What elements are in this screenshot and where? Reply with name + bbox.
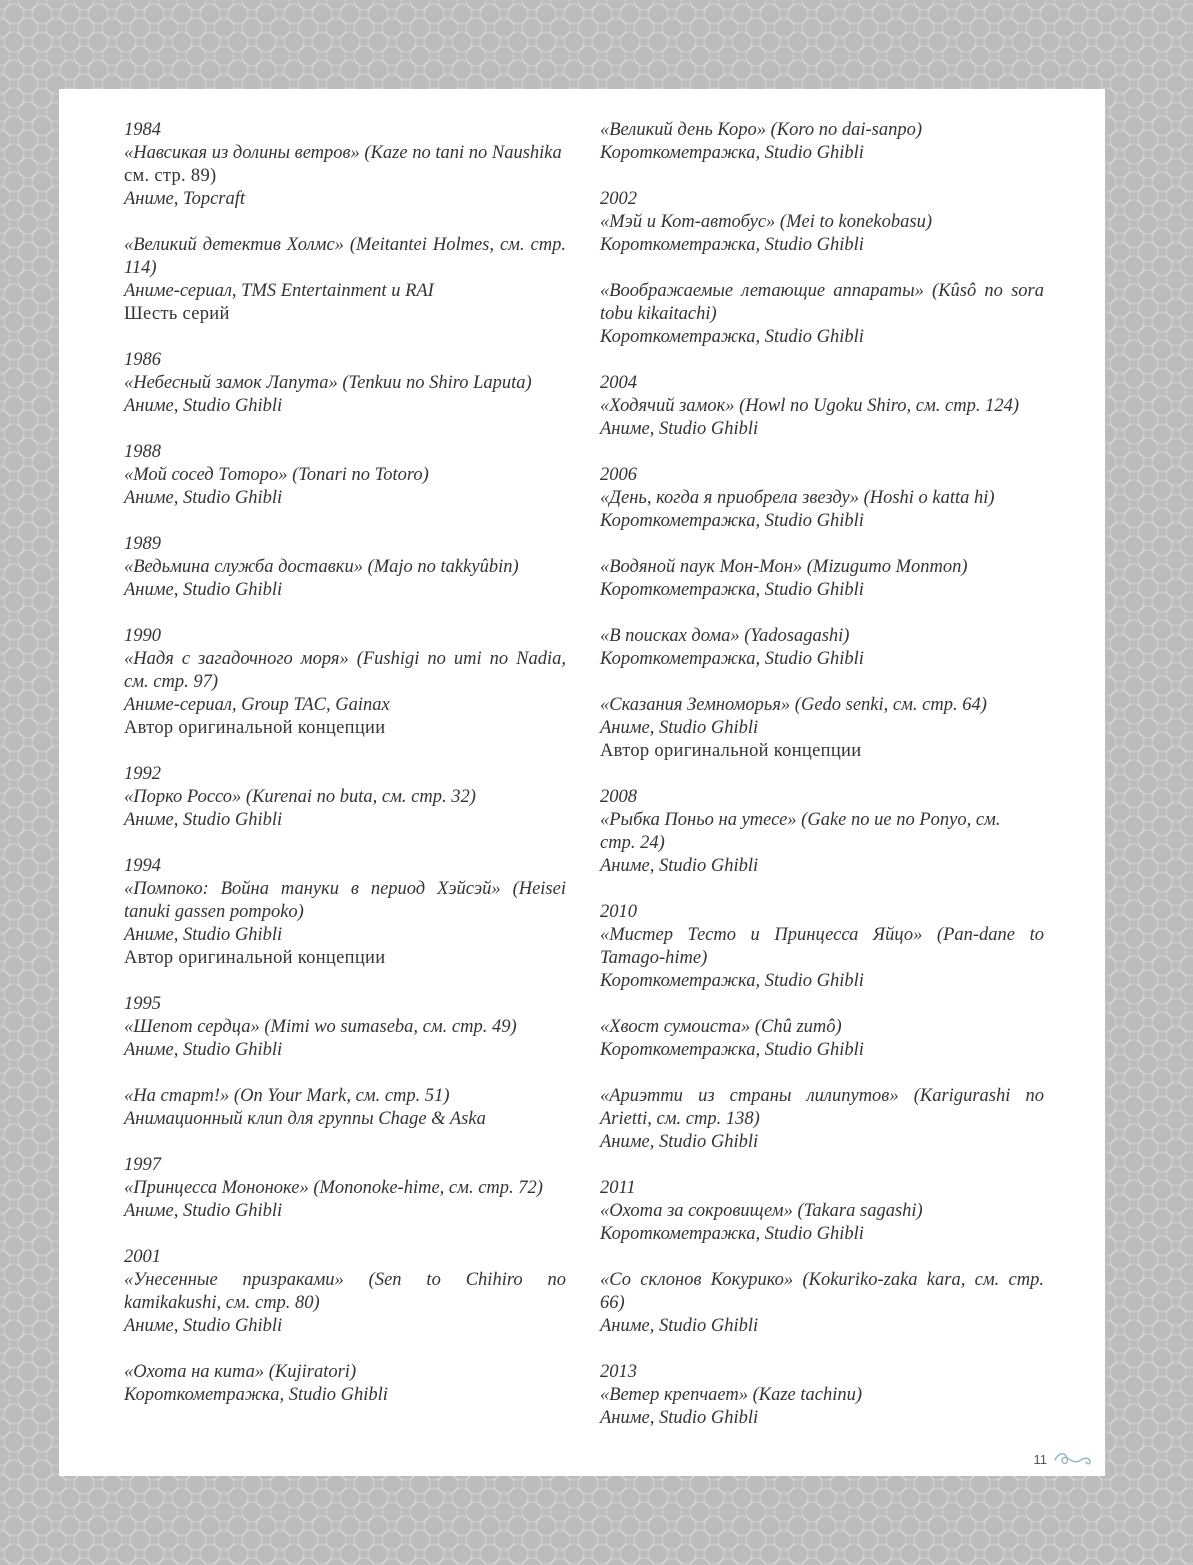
entry-line: «Охота за сокровищем» (Takara sagashi) <box>600 1201 923 1221</box>
filmography-entry <box>600 280 1044 349</box>
entry-line: Автор оригинальной концепции <box>124 948 386 968</box>
entry-line: Шесть серий <box>124 304 230 324</box>
entry-line: «Великий день Коро» (Koro no dai-sanpo) <box>600 120 923 140</box>
entry-line: Аниме, Studio Ghibli <box>600 856 759 876</box>
entry-line: Автор оригинальной концепции <box>124 718 386 738</box>
entry-line: «Великий детектив Холмс» (Meitantei Holmes, см. стр. 114) <box>124 235 566 278</box>
entry-line: Аниме, Studio Ghibli <box>124 925 283 945</box>
filmography-entry <box>124 441 566 510</box>
entry-year: 1984 <box>124 120 161 140</box>
filmography-entry <box>124 1154 566 1223</box>
entry-line: «Шепот сердца» (Mimi wo sumaseba, см. стр. 49) <box>124 1017 517 1037</box>
entry-year: 2010 <box>600 902 637 922</box>
filmography-entry <box>600 1085 1044 1154</box>
entry-line: Короткометражка, Studio Ghibli <box>600 143 864 163</box>
entry-line: «Ариэтти из страны лилипутов» (Karigurashi no Arietti, см. стр. 138) <box>600 1086 1044 1129</box>
entry-line: Аниме, Studio Ghibli <box>124 1316 283 1336</box>
filmography-entry <box>600 1016 1044 1062</box>
filmography-entry <box>600 372 1044 441</box>
entry-line: «Мэй и Кот-автобус» (Mei to konekobasu) <box>600 212 932 232</box>
entry-line: «Рыбка Поньо на утесе» (Gake no ue no Ponyo, см. <box>600 810 1001 830</box>
entry-year: 1997 <box>124 1155 161 1175</box>
entry-line: «Воображаемые летающие аппараты» (Kûsô no sora tobu kikaitachi) <box>600 281 1044 324</box>
entry-line: см. стр. 89) <box>124 166 217 186</box>
entry-line: стр. 24) <box>600 833 665 853</box>
page-footer <box>1034 1450 1094 1468</box>
entry-line: «В поисках дома» (Yadosagashi) <box>600 626 850 646</box>
entry-year: 1989 <box>124 534 161 554</box>
entry-line: Короткометражка, Studio Ghibli <box>600 580 864 600</box>
entry-line: Аниме, Studio Ghibli <box>124 1040 283 1060</box>
filmography-entry <box>124 1246 566 1338</box>
entry-year: 1986 <box>124 350 161 370</box>
filmography-entry <box>600 1269 1044 1338</box>
swirl-ornament-icon <box>1053 1450 1093 1468</box>
filmography-entry <box>124 349 566 418</box>
entry-year: 1995 <box>124 994 161 1014</box>
entry-line: Аниме-сериал, Group TAC, Gainax <box>124 695 390 715</box>
filmography-entry <box>124 1361 566 1407</box>
entry-line: Анимационный клип для группы Chage & Aska <box>124 1109 486 1129</box>
filmography-entry <box>600 786 1044 878</box>
entry-line: «Принцесса Мононоке» (Mononoke-hime, см. стр. 72) <box>124 1178 543 1198</box>
entry-line: «Ведьмина служба доставки» (Majo no takkyûbin) <box>124 557 519 577</box>
entry-line: «Небесный замок Лапута» (Tenkuu no Shiro Laputa) <box>124 373 532 393</box>
entry-line: «Ходячий замок» (Howl no Ugoku Shiro, см. стр. 124) <box>600 396 1019 416</box>
entry-year: 1990 <box>124 626 161 646</box>
filmography-entry <box>124 763 566 832</box>
filmography-entry <box>124 234 566 326</box>
entry-line: Аниме, Studio Ghibli <box>600 1132 759 1152</box>
entry-line: Аниме, Topcraft <box>124 189 246 209</box>
filmography-entry <box>600 625 1044 671</box>
filmography-entry <box>124 625 566 740</box>
entry-line: «Навсикая из долины ветров» (Kaze no tani no Naushika <box>124 143 562 163</box>
filmography-entry <box>600 694 1044 763</box>
entry-line: Короткометражка, Studio Ghibli <box>600 327 864 347</box>
page-number: 11 <box>1033 1451 1047 1467</box>
entry-line: Короткометражка, Studio Ghibli <box>600 649 864 669</box>
filmography-entry <box>600 464 1044 533</box>
entry-year: 2011 <box>600 1178 636 1198</box>
filmography-entry <box>124 119 566 211</box>
entry-year: 1994 <box>124 856 161 876</box>
entry-line: Короткометражка, Studio Ghibli <box>124 1385 388 1405</box>
entry-line: Аниме, Studio Ghibli <box>600 1408 759 1428</box>
entry-line: «Сказания Земноморья» (Gedo senki, см. стр. 64) <box>600 695 987 715</box>
entry-line: Короткометражка, Studio Ghibli <box>600 1224 864 1244</box>
entry-line: «Унесенные призраками» (Sen to Chihiro no kamikakushi, см. стр. 80) <box>124 1270 566 1313</box>
filmography-entry <box>124 533 566 602</box>
entry-year: 2013 <box>600 1362 637 1382</box>
entry-line: «Ветер крепчает» (Kaze tachinu) <box>600 1385 863 1405</box>
entry-line: «День, когда я приобрела звезду» (Hoshi o katta hi) <box>600 488 995 508</box>
filmography-entry <box>600 901 1044 993</box>
filmography-entry <box>600 1177 1044 1246</box>
entry-year: 2002 <box>600 189 637 209</box>
entry-line: «На старт!» (On Your Mark, см. стр. 51) <box>124 1086 450 1106</box>
entry-line: Аниме, Studio Ghibli <box>124 396 283 416</box>
entry-line: Аниме, Studio Ghibli <box>124 580 283 600</box>
entry-line: «Мой сосед Тоторо» (Tonari no Totoro) <box>124 465 429 485</box>
entry-line: «Порко Россо» (Kurenai no buta, см. стр. 32) <box>124 787 476 807</box>
entry-line: «Водяной паук Мон-Мон» (Mizugumo Monmon) <box>600 557 968 577</box>
filmography-entry <box>124 1085 566 1131</box>
entry-year: 2008 <box>600 787 637 807</box>
entry-line: Аниме, Studio Ghibli <box>124 488 283 508</box>
book-page <box>59 89 1105 1476</box>
filmography-entry <box>600 188 1044 257</box>
entry-year: 2006 <box>600 465 637 485</box>
entry-line: Короткометражка, Studio Ghibli <box>600 235 864 255</box>
entry-year: 2004 <box>600 373 637 393</box>
entry-line: «Охота на кита» (Kujiratori) <box>124 1362 357 1382</box>
filmography-right-column <box>600 119 1044 1453</box>
filmography-entry <box>600 556 1044 602</box>
entry-year: 1992 <box>124 764 161 784</box>
filmography-entry <box>124 993 566 1062</box>
filmography-entry <box>600 1361 1044 1430</box>
filmography-entry <box>600 119 1044 165</box>
entry-line: «Мистер Тесто и Принцесса Яйцо» (Pan-dane to Tamago-hime) <box>600 925 1044 968</box>
entry-line: Аниме, Studio Ghibli <box>600 718 759 738</box>
entry-line: «Со склонов Кокурико» (Kokuriko-zaka kara, см. стр. 66) <box>600 1270 1044 1313</box>
entry-year: 2001 <box>124 1247 161 1267</box>
entry-line: Автор оригинальной концепции <box>600 741 862 761</box>
entry-line: Короткометражка, Studio Ghibli <box>600 1040 864 1060</box>
entry-line: Короткометражка, Studio Ghibli <box>600 971 864 991</box>
entry-line: Короткометражка, Studio Ghibli <box>600 511 864 531</box>
entry-line: «Надя с загадочного моря» (Fushigi no umi no Nadia, см. стр. 97) <box>124 649 566 692</box>
entry-line: Аниме, Studio Ghibli <box>600 1316 759 1336</box>
entry-line: Аниме, Studio Ghibli <box>124 1201 283 1221</box>
entry-line: «Помпоко: Война тануки в период Хэйсэй» (Heisei tanuki gassen pompoko) <box>124 879 566 922</box>
filmography-left-column <box>124 119 566 1430</box>
entry-year: 1988 <box>124 442 161 462</box>
entry-line: «Хвост сумоиста» (Chû zumô) <box>600 1017 842 1037</box>
entry-line: Аниме, Studio Ghibli <box>600 419 759 439</box>
filmography-entry <box>124 855 566 970</box>
entry-line: Аниме, Studio Ghibli <box>124 810 283 830</box>
entry-line: Аниме-сериал, TMS Entertainment и RAI <box>124 281 434 301</box>
